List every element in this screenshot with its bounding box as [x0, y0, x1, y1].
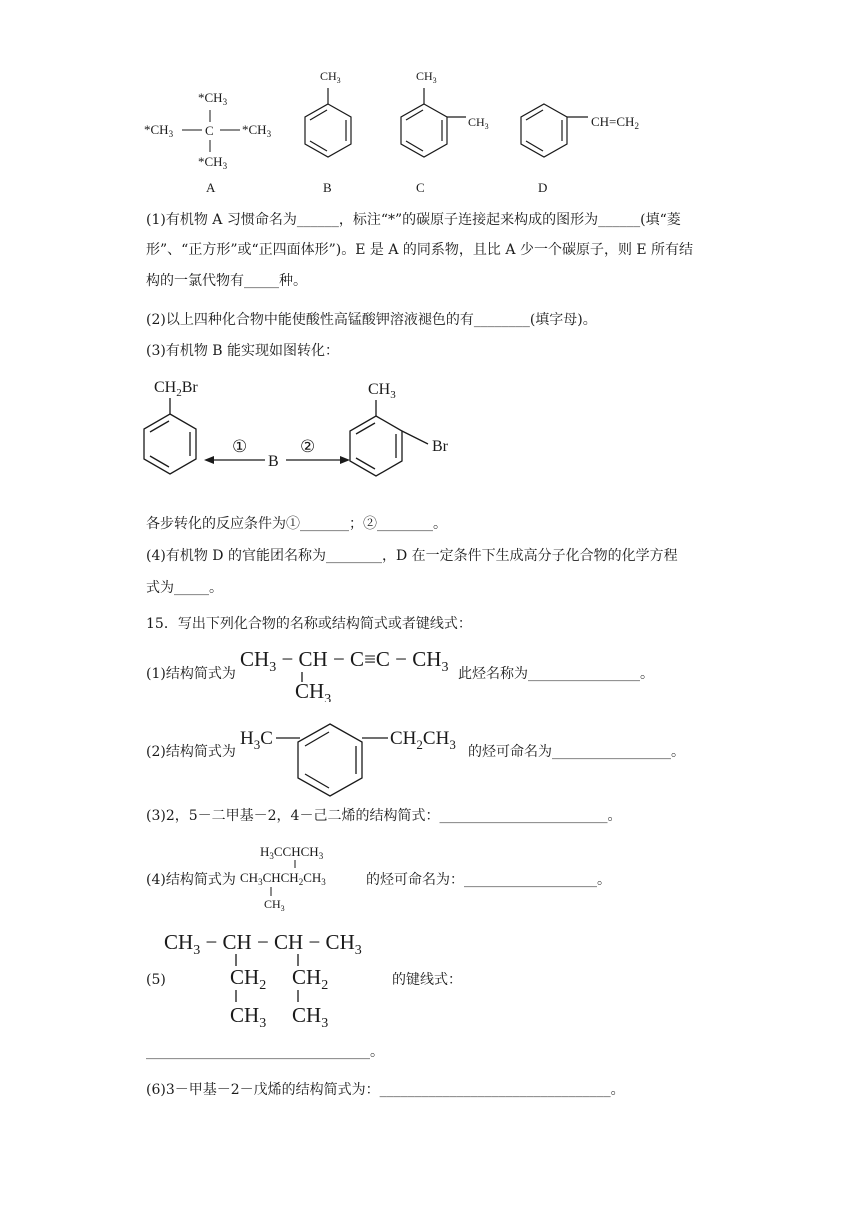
q15-p4-prefix: (4)结构简式为 [146, 872, 236, 888]
q1-line1: (1)有机物 A 习惯命名为______，标注“*”的碳原子连接起来构成的图形为______(填“菱 [146, 212, 681, 228]
q15-p3: (3)2，5－二甲基－2，4－己二烯的结构简式：________________________。 [146, 808, 622, 824]
q2-text: (2)以上四种化合物中能使酸性高锰酸钾溶液褪色的有________(填字母)。 [146, 312, 597, 328]
c-methyl-top: $CH_3$ [416, 69, 437, 85]
q15-p4-formula [238, 840, 370, 914]
q4-line1: (4)有机物 D 的官能团名称为________，D 在一定条件下生成高分子化合物的化学方程 [146, 548, 678, 564]
q4-line2: 式为_____。 [146, 580, 223, 596]
q15-p6: (6)3－甲基－2－戊烯的结构简式为：_________________________________。 [146, 1082, 625, 1098]
a-bottom-group: $*CH_3$ [198, 154, 228, 171]
d-label: D [538, 180, 548, 195]
p4-top-group: $H_3CCHCH_3$ [260, 844, 324, 861]
q3-intro: (3)有机物 B 能实现如图转化： [146, 343, 340, 359]
b-methyl: $CH_3$ [320, 69, 341, 85]
c-methyl-side: $CH_3$ [468, 115, 489, 131]
structure-c [401, 69, 489, 195]
arrow1-label: ① [232, 437, 248, 456]
p5-row1: $CH_3$ − CH − CH − $CH_3$ [164, 930, 362, 958]
q1-line3: 构的一氯代物有_____种。 [146, 273, 307, 289]
left-ch2br-group: $CH_2Br$ [154, 379, 198, 399]
a-top-group: $*CH_3$ [198, 90, 228, 107]
q15-p1-prefix: (1)结构简式为 [146, 666, 236, 682]
p1-chain: $CH_3$ − CH − $C\equiv C - CH_3$ [240, 647, 449, 675]
q15-p2-suffix: 的烃可命名为_________________。 [468, 744, 685, 760]
a-center-carbon: C [205, 123, 214, 138]
q15-p5-answer-line: ________________________________。 [146, 1044, 384, 1060]
q15-p4-suffix: 的烃可命名为：___________________。 [366, 872, 611, 888]
center-b: B [268, 453, 279, 470]
a-left-group: $*CH_3$ [144, 122, 174, 139]
d-vinyl: $CH=CH_2$ [591, 114, 639, 131]
p1-branch: $CH_3$ [295, 679, 332, 702]
q15-title: 15．写出下列化合物的名称或结构简式或者键线式： [146, 616, 472, 632]
q15-p1-suffix: 此烃名称为________________。 [458, 666, 654, 682]
structure-d [521, 104, 639, 195]
b-label: B [323, 180, 332, 195]
p5-row2a: $CH_2$ [230, 965, 267, 993]
structure-a [144, 90, 272, 195]
structure-b [305, 69, 351, 195]
conversion-scheme [140, 372, 480, 502]
c-label: C [416, 180, 425, 195]
q15-p1-formula [238, 640, 458, 702]
right-ch3-group: $CH_3$ [368, 381, 396, 401]
q3-conditions: 各步转化的反应条件为①_______；②________。 [146, 516, 447, 532]
p5-row3b: $CH_3$ [292, 1003, 329, 1031]
q15-p5-prefix: (5) [146, 972, 166, 988]
q15-p2-prefix: (2)结构简式为 [146, 744, 236, 760]
q15-p2-formula [238, 712, 470, 802]
p4-bottom-group: $CH_3$ [264, 897, 285, 913]
p5-row2b: $CH_2$ [292, 965, 329, 993]
a-label: A [206, 180, 216, 195]
q15-p5-suffix: 的键线式： [392, 972, 462, 988]
right-br: Br [432, 438, 448, 455]
structures-figure [140, 60, 700, 200]
a-right-group: $*CH_3$ [242, 122, 272, 139]
q15-p5-formula [160, 922, 400, 1034]
p2-right-group: $CH_2CH_3$ [390, 728, 456, 752]
arrow2-label: ② [300, 437, 316, 456]
p5-row3a: $CH_3$ [230, 1003, 267, 1031]
p2-left-group: $H_3C$ [240, 728, 273, 752]
p4-main-chain: $CH_3CHCH_2CH_3$ [240, 870, 326, 887]
q1-line2: 形”、“正方形”或“正四面体形”)。E 是 A 的同系物，且比 A 少一个碳原子，则 E 所有结 [146, 242, 694, 258]
